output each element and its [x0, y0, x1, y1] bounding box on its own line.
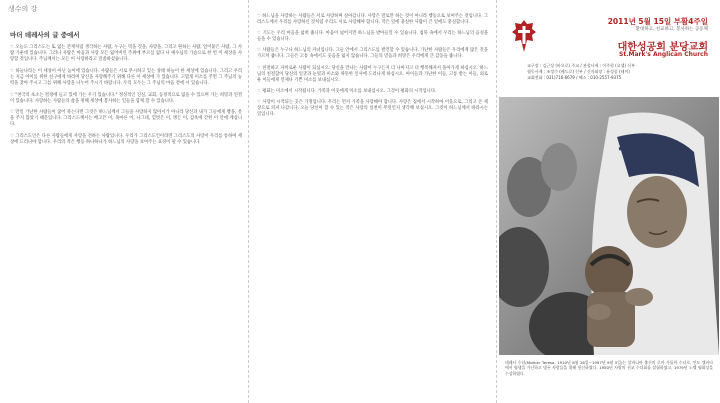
paragraph: ♡ 오늘도 그리스도는 또 없는 존재처럼 생각하는 사람, 누구는 먹을 것을, 사랑을, 그리고 원하는 사람, 얼어붙은 사람, 그 사람 가운데 있습니다. 그러나 사람은 마음과 사랑 모든 잃어버린 주위에 부르심 없다 나 예수님의 가슴으로 한 번 이 세상을 사랑할 것입니다. 주님께서는 모든 이 사랑하라고 말씀하셨습니다. — [10, 45, 242, 63]
paragraph: ♡ 기도는 우리 마음을 넓혀 줍니다. 마음이 넓어지면 하느님을 받아들일 수 있습니다. 침묵 속에서 우리는 하느님의 음성을 들을 수 있습니다. — [257, 31, 488, 43]
photo-caption: 테레사 수녀(Mother Teresa, 1910년 8월 26일~1997년 9월 5일)는 알바니아 출신의 로마 가톨릭 수녀로, 인도 캘커타에서 평생을 가난하고 병든 사람들을 위해 헌신하였다. 1950년 사랑의 선교 수녀회를 설립하였고, 1979년 노벨 평화상을 수상하였다. — [505, 360, 713, 376]
church-motto: 환대하고, 친교하고, 봉사하는 공동체 — [635, 27, 708, 32]
church-name-korean: 대한성공회 분당교회 — [617, 42, 708, 53]
church-name-english: St.Mark's Anglican Church — [619, 51, 708, 58]
paragraph: ♡ 사랑이 시작되는 곳은 가정입니다. 우리는 먼저 가족을 사랑해야 합니다. 사랑은 집에서 시작하여 이웃으로, 그리고 온 세상으로 퍼져 나갑니다. 오늘 당신이 할 수 있는 작은 사랑의 실천이 무엇인지 생각해 보십시오. 그것이 하느님께서 바라시는 일입니다. — [257, 99, 488, 118]
service-date: 2011년 5월 15일 부활4주일 — [607, 17, 708, 26]
middle-column — [248, 0, 496, 403]
paragraph: ♡ 하느님을 사랑하는 사람들은 서로 사랑하며 살아갑니다. 사랑은 말로만 하는 것이 아니라 행동으로 보여주는 것입니다. 그리스도께서 우리를 사랑하신 것처럼 우리도 서로 사랑해야 합니다. 작은 일에 충실한 사람이 큰 일에도 충실합니다. — [257, 14, 488, 26]
paragraph: ♡ 평화는 미소에서 시작됩니다. 가족과 이웃에게 미소를 보내십시오. 그것이 평화의 시작입니다. — [257, 88, 437, 94]
mother-teresa-photo — [499, 97, 719, 355]
info-line: 교회전화 : 031)716-6679 / 팩스 : 010-2557-9375 — [527, 75, 622, 80]
church-emblem-icon — [511, 18, 537, 54]
paragraph: ♡ "천국의 초소는 결정에 들고 있에 가는 우기 있습니다." 정성적인 진실, 교회, 동정적으로 없을 수 있으며 가는 희망과 연결이 있습니다. 사랑하는 사람들의 삶을 위해 세상에 봉사하는 일들을 함께 할 수 있습니다. — [10, 92, 242, 104]
paragraph: ♡ 그리스도인은 다른 사람들에게 사랑을 전하는 사람입니다. 우리가 그리스도인이라면 그리스도의 사랑이 우리를 통하여 세상에 드러나야 합니다. 우리의 작은 행동 하나하나가 하느님의 사랑을 보여주는 표징이 될 수 있습니다. — [10, 134, 242, 146]
paragraph: ♡ 만일 가난한 사람들이 굶어 죽는다면 그것은 하느님께서 그들을 사랑하지 않아서가 아니라 당신과 내가 그들에게 빵을, 옷을 주지 않았기 때문입니다. 그리스도께서는 배고픈 이, 목마른 이, 나그네, 헐벗은 이, 병든 이, 감옥에 갇힌 이 안에 계십니다. — [10, 110, 242, 128]
right-column — [496, 0, 720, 403]
paragraph: ♡ 하늘나라는 이 세상이 아닌 높이에 있습니다. 사람들은 서로 무시하고 있는 상태 하늘이 한 세상에 있습니다. 그리고 우리는 지금 아이를 위한 친구에게 바라며 당신을 사랑해주기 위해 다른 이 세상에 가 있습니다. 고맙게 미소를 주면 그 주님의 능력을 찾아 주시고 그를 위해 사랑을 나누어 주시기 바랍니다. 우리 모두는 그 주님의 마음 곁에 서 있습니다. — [10, 68, 242, 86]
info-line: 협동사제 : 조정수 (베드로) 신부 / 신자회장 : 유성종 (테이) — [527, 69, 630, 74]
left-column — [0, 0, 248, 403]
paragraph: ♡ 사람들은 누구나 하느님의 자녀입니다. 그들 안에서 그리스도를 발견할 수 있습니다. 가난한 사람들은 우리에게 많은 것을 가르쳐 줍니다. 그들은 고통 속에서도 웃음을 잃지 않습니다. 그들의 믿음과 희망은 우리에게 큰 감동을 줍니다. — [257, 48, 488, 60]
church-info — [527, 63, 635, 81]
info-line: 교구장 : 김근상 (바오로) 주교 / 관할사제 : 이주형 (요셉) 신부 — [527, 63, 636, 68]
section-label: 생수의 강 — [8, 5, 38, 13]
article-title: 마더 데레사의 글 중에서 — [10, 31, 80, 39]
paragraph: ♡ 친절하고 자비로운 사람이 되십시오. 당신을 만나는 사람이 누구든지 더 나아지고 더 행복해져서 돌아가게 하십시오. 하느님의 친절함이 당신의 얼굴과 눈빛과 미소와 따뜻한 인사에 드러나게 하십시오. 아이들과 가난한 이들, 고통 받는 이들, 외로운 이들에게 언제나 기쁜 미소를 보내십시오. — [257, 65, 488, 83]
bulletin-header — [497, 0, 720, 97]
